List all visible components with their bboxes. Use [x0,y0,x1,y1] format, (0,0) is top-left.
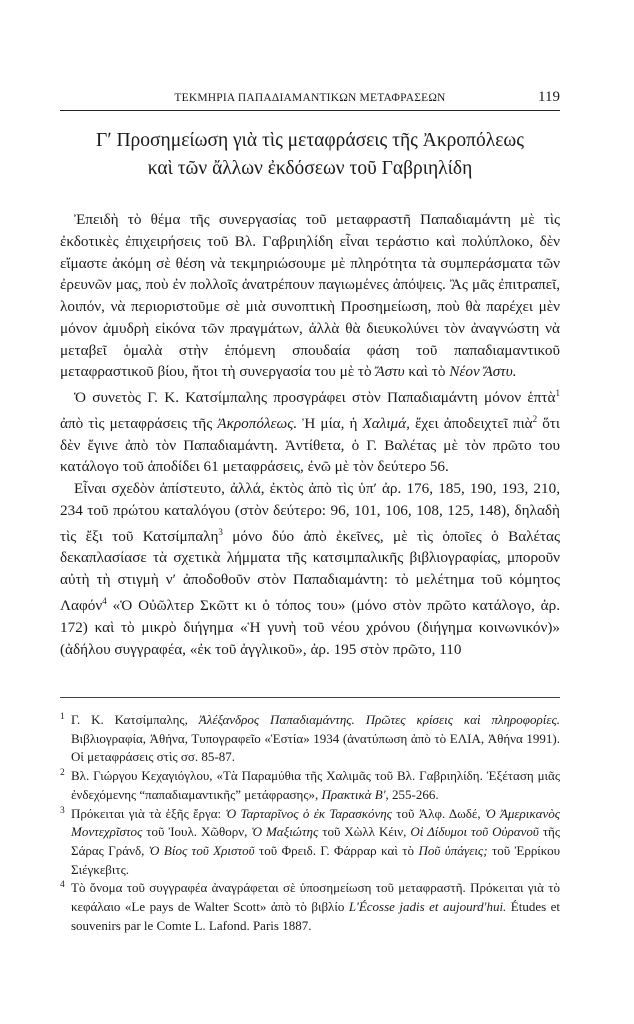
footnote-ref-4[interactable]: 4 [102,595,107,606]
p3-text-a: Εἶναι σχεδὸν ἀπίστευτο, ἀλλά, ἐκτὸς ἀπὸ τὶς ὑπʹ ἀρ. 176, 185, 190, 193, 210, 234 τοῦ πρώτου καταλόγου (στὸν δεύτερο: 96, 101, 106, 108, 125, 148), δηλαδὴ τὶς ἔξι τοῦ Κατσίμπαλη [60,480,560,545]
p2-text-e: ὅτι δὲν ἔγινε ἀπὸ τὸν Παπαδιαμάντη. Ἀντίθετα, ὁ Γ. Βαλέτας μὲ τὸν πρῶτο του κατάλογο τοῦ ἀποδίδει 61 μεταφράσεις, ἐνῶ μὲ τὸν δεύτερο 56. [60,414,560,476]
p2-title-akropoleos: Ἀκροπόλεως. [217,414,298,432]
paragraph-1 [60,209,560,383]
footnote-1-title: Ἀλέξανδρος Παπαδιαμάντης. Πρῶτες κρίσεις καὶ πληροφορίες. [198,712,560,727]
footnote-2-text-b: , 255-266. [385,786,439,802]
page-number: 119 [538,89,560,105]
footnote-3-title-3: Ὁ Μαξιώτης [251,824,319,840]
footnote-4-text-a: Τὸ ὄνομα τοῦ συγγραφέα ἀναγράφεται σὲ ὑποσημείωση τοῦ μεταφραστῆ. Πρόκειται γιὰ τὸ κεφάλαιο «Le pays de Walter Scott» ἀπὸ τὸ βιβλίο [71,880,560,915]
footnote-3-title-5: Ὁ Βίος τοῦ Χριστοῦ [148,842,255,858]
footnote-4-title: L'Écosse jadis et aujourd'hui. [348,899,507,915]
footnote-mark-4: 4 [60,880,65,891]
footnote-3-text-f: τοῦ Φρειδ. Γ. Φάρραρ καὶ τὸ [254,842,419,858]
footnote-3-text-g: τοῦ Ἐρρίκου Σιέγκεβιτς. [71,842,561,877]
footnote-2-title: Πρακτικὰ Βʹ [321,786,386,802]
footnote-3-title-4: Οἱ Δίδυμοι τοῦ Οὐρανοῦ [410,824,539,840]
footnote-3-title-6: Ποῦ ὑπάγεις; [418,842,488,858]
footnote-2-text-a: Βλ. Γιώργου Κεχαγιόγλου, «Τὰ Παραμύθια τῆς Χαλιμᾶς τοῦ Βλ. Γαβριηλίδη. Ἐξέταση μιᾶς ἐνδεχόμενης “παπαδιαμαντικῆς” μετάφρασης», [71,768,560,802]
footnotes [60,711,560,935]
p1-text-a: Ἐπειδὴ τὸ θέμα τῆς συνεργασίας τοῦ μεταφραστῆ Παπαδιαμάντη μὲ τὶς ἐκδοτικὲς ἐπιχειρήσεις τοῦ Βλ. Γαβριηλίδη εἶναι τεράστιο καὶ πολύπλοκο, δὲν εἴμαστε ἀκόμη σὲ θέση νὰ τεκμηριώσουμε μὲ πληρότητα τὰ συμπεράσματα τῶν ἐρευνῶν μας, ποὺ ἐν πολλοῖς ἀνατρέπουν παγιωμένες ἀπόψεις. Ἂς μᾶς ἐπιτραπεῖ, λοιπόν, νὰ περιοριστοῦμε σὲ μιὰ συνοπτικὴ Προσημείωση, ποὺ θὰ παρέχει μὲν μόνον ἀμυδρὴ εἰκόνα τῶν πραγμάτων, ἀλλὰ θὰ διευκολύνει τὸν ἀναγνώστη νὰ μεταβεῖ ὁμαλὰ στὴν ἑπόμενη σπουδαία φάση τοῦ παπαδιαμαντικοῦ μεταφραστικοῦ βίου, ἤτοι τὴ συνεργασία του μὲ τὸ [60,211,560,381]
footnote-ref-1[interactable]: 1 [555,388,560,398]
footnote-3-title-2: Ὁ Ἀμερικανὸς Μοντεχρῖστος [71,805,560,840]
body-text [60,209,560,660]
footnote-3 [60,805,560,880]
footnote-divider [60,697,560,698]
p3-text-c: «Ὁ Οὐῶλτερ Σκῶττ κι ὁ τόπος του» (μόνο στὸν πρῶτο κατάλογο, ἀρ. 172) καὶ τὸ μικρὸ διήγημα «Ἡ γυνὴ τοῦ νέου χρόνου (διήγημα κοινωνικόν)» (ἀδήλου συγγραφέα, «ἐκ τοῦ ἀγγλικοῦ», ἀρ. 195 στὸν πρῶτο, 110 [60,597,560,658]
section-heading-line-1: Γʹ Προσημείωση γιὰ τὶς μεταφράσεις τῆς Ἀκροπόλεως [96,130,524,151]
footnote-3-title-1: Ὁ Ταρταρῖνος ὁ ἐκ Ταρασκόνης [225,805,392,821]
p1-text-b: καὶ τὸ [404,363,450,381]
footnote-1-text-a: Γ. Κ. Κατσίμπαλης, [71,712,199,727]
paragraph-2 [60,383,560,478]
p1-title-neon-astu: Νέον Ἄστυ. [449,363,517,381]
footnote-3-text-a: Πρόκειται γιὰ τὰ ἑξῆς ἔργα: [71,805,226,821]
footnote-3-text-d: τοῦ Χὼλλ Κέιν, [318,824,411,840]
p2-text-b: ἀπὸ τὶς μεταφράσεις τῆς [60,414,218,432]
footnote-mark-2: 2 [60,768,65,779]
running-head [60,88,560,111]
p2-title-chalima: Χαλιμά, [362,414,410,432]
p1-title-astu: Ἄστυ [375,363,405,381]
paragraph-3 [60,478,560,660]
running-title: ΤΕΚΜΗΡΙΑ ΠΑΠΑΔΙΑΜΑΝΤΙΚΩΝ ΜΕΤΑΦΡΑΣΕΩΝ [174,92,446,104]
footnote-2 [60,767,560,804]
section-heading [60,127,560,183]
footnote-mark-1: 1 [60,712,65,722]
footnote-ref-3[interactable]: 3 [218,526,223,537]
p2-text-a: Ὁ συνετὸς Γ. Κ. Κατσίμπαλης προσγράφει στὸν Παπαδιαμάντη μόνον ἑπτὰ [74,389,556,407]
footnote-1-text-b: Βιβλιογραφία, Ἀθήνα, Τυπογραφεῖο «Ἑστία» 1934 (ἀνατύπωση ἀπὸ τὸ ΕΛΙΑ, Ἀθήνα 1991). Οἱ μεταφράσεις στὶς σσ. 85-87. [71,730,560,765]
section-heading-line-2: καὶ τῶν ἄλλων ἐκδόσεων τοῦ Γαβριηλίδη [147,158,473,179]
footnote-3-text-e: τῆς Σάρας Γράνδ, [71,824,561,858]
footnote-3-text-b: τοῦ Ἀλφ. Δωδέ, [391,805,485,821]
footnote-4-text-b: Études et souvenirs par le Comte L. Lafond. Paris 1887. [71,899,560,933]
footnote-4 [60,879,560,935]
footnote-3-text-c: τοῦ Ἰουλ. Χῶθορν, [142,824,252,840]
footnote-ref-2[interactable]: 2 [532,413,538,424]
p2-text-c: Ἡ μία, ἡ [297,414,363,432]
p3-text-b: μόνο δύο ἀπὸ ἐκεῖνες, μὲ τὶς ὁποῖες ὁ Βαλέτας δεκαπλασίασε τὰ σχετικὰ λήμματα τῆς κατσιμπαλικῆς βιβλιογραφίας, μποροῦν αὐτὴ τὴ στιγμὴ νʹ ἀποδοθοῦν στὸν Παπαδιαμάντη: τὸ μελέτημα τοῦ κόμητος Λαφόν [60,527,560,614]
footnote-mark-3: 3 [60,805,65,816]
footnote-1 [60,711,560,767]
p2-text-d: ἔχει ἀποδειχτεῖ πιὰ [409,414,533,432]
